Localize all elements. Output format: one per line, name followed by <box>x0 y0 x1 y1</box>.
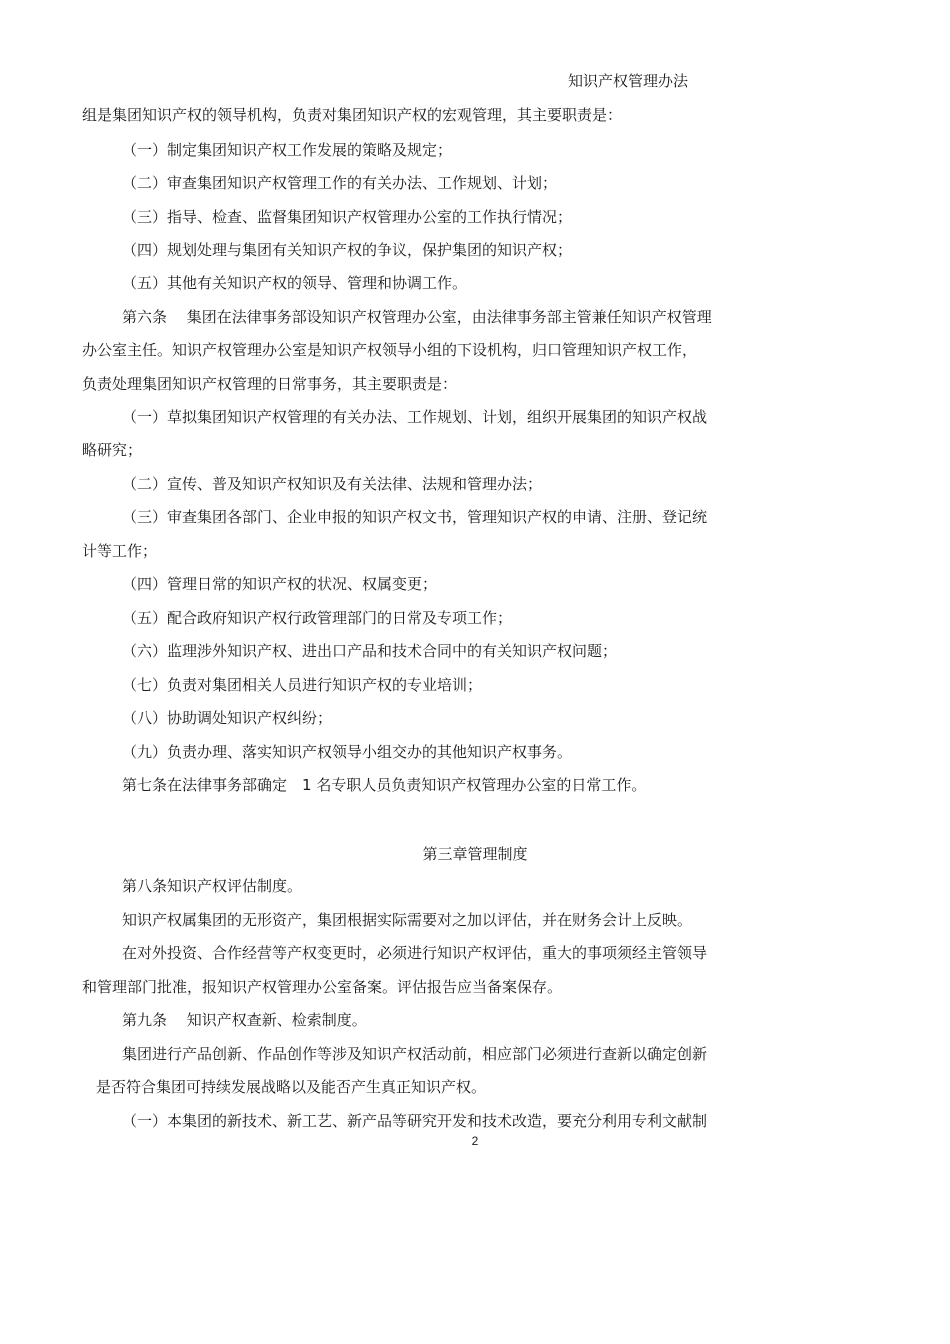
list-item: （五）配合政府知识产权行政管理部门的日常及专项工作； <box>122 609 513 627</box>
list-item: （七）负责对集团相关人员进行知识产权的专业培训； <box>122 676 483 694</box>
list-item: （一）制定集团知识产权工作发展的策略及规定； <box>122 141 453 159</box>
article-8-line: 第八条知识产权评估制度。 <box>122 877 303 895</box>
chapter-title: 第三章管理制度 <box>422 845 528 863</box>
article-9-line: 第九条 知识产权查新、检索制度。 <box>122 1011 367 1029</box>
list-item: （二）宣传、普及知识产权知识及有关法律、法规和管理办法； <box>122 475 543 493</box>
list-item: （一）草拟集团知识产权管理的有关办法、工作规划、计划，组织开展集团的知识产权战 <box>122 408 708 426</box>
page-number: 2 <box>471 1134 479 1148</box>
body-line: 知识产权属集团的无形资产，集团根据实际需要对之加以评估，并在财务会计上反映。 <box>122 911 693 929</box>
list-item: （五）其他有关知识产权的领导、管理和协调工作。 <box>122 274 468 292</box>
running-header: 知识产权管理办法 <box>568 72 689 90</box>
list-item: （四）规划处理与集团有关知识产权的争议，保护集团的知识产权； <box>122 241 573 259</box>
article-6-line: 第六条 集团在法律事务部设知识产权管理办公室，由法律事务部主管兼任知识产权管理 <box>122 308 712 326</box>
body-line: 集团进行产品创新、作品创作等涉及知识产权活动前，相应部门必须进行查新以确定创新 <box>122 1045 708 1063</box>
body-line: 计等工作； <box>82 542 158 560</box>
body-line: 和管理部门批准，报知识产权管理办公室备案。评估报告应当备案保存。 <box>82 978 563 996</box>
article-7-line: 第七条在法律事务部确定 1 名专职人员负责知识产权管理办公室的日常工作。 <box>122 776 647 794</box>
body-line: 负责处理集团知识产权管理的日常事务，其主要职责是： <box>82 375 458 393</box>
list-item: （三）审查集团各部门、企业申报的知识产权文书，管理知识产权的申请、注册、登记统 <box>122 508 708 526</box>
list-item: （一）本集团的新技术、新工艺、新产品等研究开发和技术改造，要充分利用专利文献制 <box>122 1112 708 1130</box>
body-line: 在对外投资、合作经营等产权变更时，必须进行知识产权评估，重大的事项须经主管领导 <box>122 944 708 962</box>
list-item: （九）负责办理、落实知识产权领导小组交办的其他知识产权事务。 <box>122 743 573 761</box>
body-line: 略研究； <box>82 441 143 459</box>
body-line: 是否符合集团可持续发展战略以及能否产生真正知识产权。 <box>96 1078 487 1096</box>
list-item: （二）审查集团知识产权管理工作的有关办法、工作规划、计划； <box>122 174 558 192</box>
list-item: （四）管理日常的知识产权的状况、权属变更； <box>122 575 438 593</box>
list-item: （三）指导、检查、监督集团知识产权管理办公室的工作执行情况； <box>122 208 573 226</box>
body-line: 办公室主任。知识产权管理办公室是知识产权领导小组的下设机构，归口管理知识产权工作， <box>82 341 698 359</box>
list-item: （六）监理涉外知识产权、进出口产品和技术合同中的有关知识产权问题； <box>122 642 618 660</box>
body-line: 组是集团知识产权的领导机构，负责对集团知识产权的宏观管理，其主要职责是： <box>82 106 623 124</box>
list-item: （八）协助调处知识产权纠纷； <box>122 709 333 727</box>
